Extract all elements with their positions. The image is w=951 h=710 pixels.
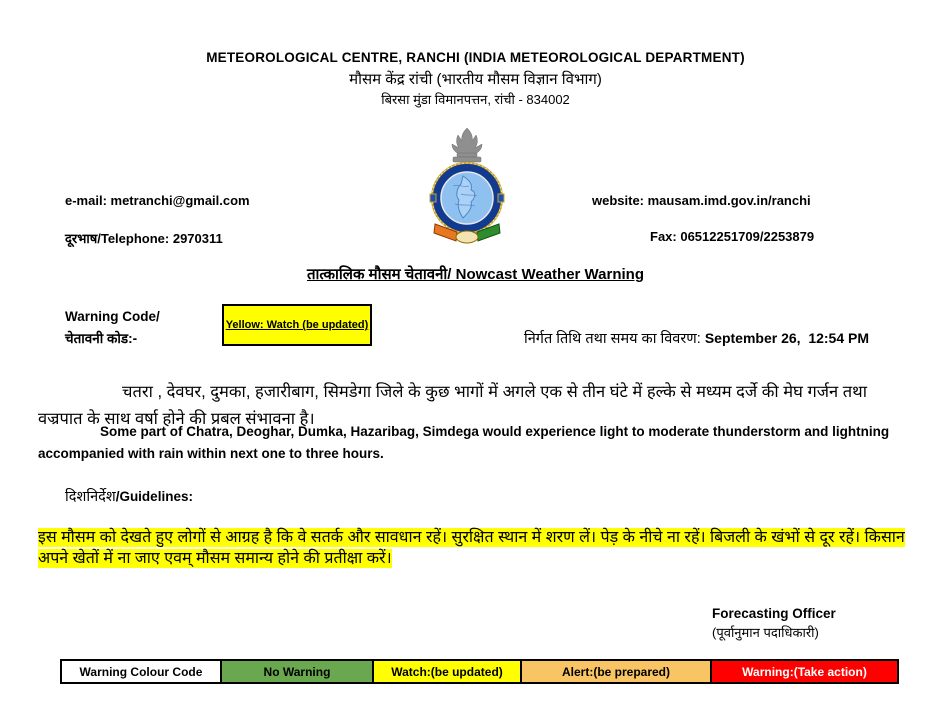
org-name-english: METEOROLOGICAL CENTRE, RANCHI (INDIA METEOROLOGICAL DEPARTMENT) (206, 50, 745, 65)
signature-block (712, 604, 836, 642)
warning-text-english: Some part of Chatra, Deoghar, Dumka, Hazaribag, Simdega would experience light to moderate thunderstorm and lightning accompanied with rain within next one to three hours. (38, 424, 890, 461)
warning-code-label-hi: चेतावनी कोड:- (65, 331, 138, 346)
telephone-text: दूरभाष/Telephone: 2970311 (65, 231, 223, 246)
warning-code-badge: Yellow: Watch (be updated) (222, 304, 372, 346)
guidelines-highlighted-text: इस मौसम को देखते हुए लोगों से आग्रह है कि वे सतर्क और सावधान रहें। सुरक्षित स्थान में शरण लें। पेड़ के नीचे ना रहें। बिजली के खंभों से दूर रहें। किसान अपने खेतों में ना जाए एवम् मौसम समान्य होने की प्रतीक्षा करें। (38, 529, 905, 567)
signature-title-english: Forecasting Officer (712, 606, 836, 621)
website-text: website: mausam.imd.gov.in/ranchi (592, 193, 811, 208)
colour-code-cell-warning: Warning:(Take action) (710, 661, 897, 682)
signature-title-hindi: (पूर्वानुमान पदाधिकारी) (712, 625, 819, 640)
guidelines-heading-hi: दिशनिर्देश (65, 489, 116, 505)
issued-datetime (524, 328, 869, 348)
document-title: तात्कालिक मौसम चेतावनी/ Nowcast Weather Warning (307, 266, 644, 283)
guidelines-heading (65, 486, 193, 506)
org-name-hindi: मौसम केंद्र रांची (भारतीय मौसम विज्ञान विभाग) (349, 71, 602, 88)
colour-code-cell-header: Warning Colour Code (62, 661, 220, 682)
colour-code-cell-alert: Alert:(be prepared) (520, 661, 710, 682)
colour-code-cell-no-warning: No Warning (220, 661, 372, 682)
fax-text: Fax: 06512251709/2253879 (650, 229, 815, 244)
warning-code-label-en: Warning Code/ (65, 309, 160, 324)
warning-text-hindi: चतरा , देवघर, दुमका, हजारीबाग, सिमडेगा जिले के कुछ भागों में अगले एक से तीन घंटे में हल्के से मध्यम दर्जे की मेघ गर्जन तथा वज्रपात के साथ वर्षा होने की प्रबल संभावना है। (38, 383, 867, 428)
issued-datetime-value: September 26, 12:54 PM (704, 330, 870, 346)
email-text: e-mail: metranchi@gmail.com (65, 193, 250, 208)
guidelines-heading-en: /Guidelines: (115, 489, 193, 504)
issued-datetime-label: निर्गत तिथि तथा समय का विवरण: (524, 331, 705, 347)
colour-code-cell-watch: Watch:(be updated) (372, 661, 520, 682)
warning-code-label (65, 306, 160, 350)
guidelines-text (38, 527, 906, 569)
imd-emblem-icon (417, 126, 517, 250)
warning-colour-code-table (60, 659, 899, 684)
org-address: बिरसा मुंडा विमानपत्तन, रांची - 834002 (381, 92, 570, 107)
